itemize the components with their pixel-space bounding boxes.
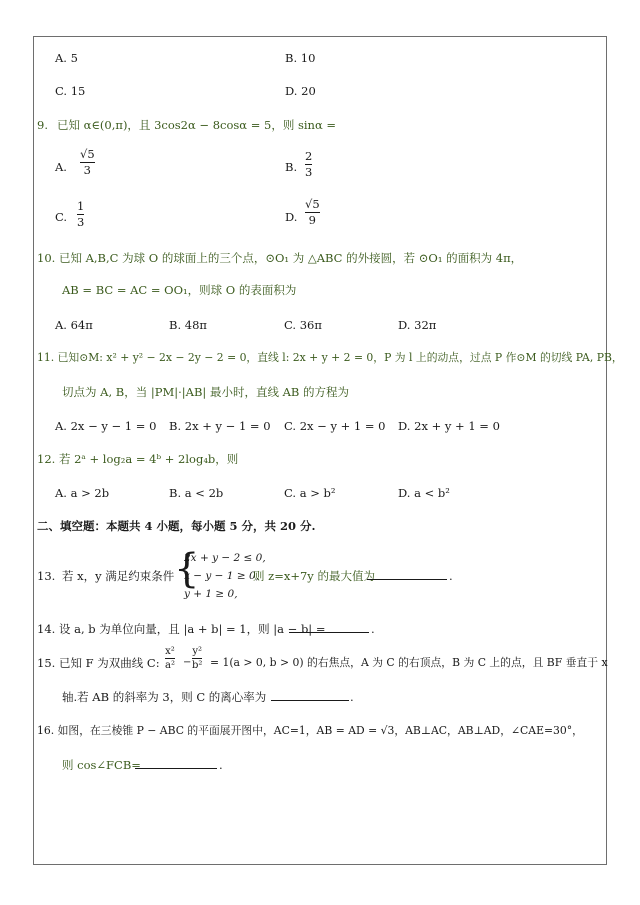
q12-line1: 12. 若 2ᵃ + log₂a = 4ᵇ + 2log₄b，则	[37, 452, 239, 466]
q9-option-b-numerator: 2	[305, 149, 313, 163]
q11-option-b: B. 2x + y − 1 = 0	[169, 419, 271, 433]
q13-constraint-1: 2x + y − 2 ≤ 0,	[184, 552, 266, 564]
q13-number: 13.	[37, 569, 56, 583]
q13-brace: {	[174, 546, 200, 592]
q8-option-c: C. 15	[55, 84, 86, 98]
q9-stem: 已知 α∈(0,π)，且 3cos2α − 8cosα = 5，则 sinα =	[57, 118, 337, 132]
q12-option-c: C. a > b²	[284, 486, 336, 500]
q9-option-c-denominator: 3	[77, 215, 85, 229]
q15-x-squared: x²	[165, 646, 175, 657]
q10-option-c: C. 36π	[284, 318, 322, 332]
q15-a-squared: a²	[165, 660, 175, 671]
q11-line2: 切点为 A, B，当 |PM|·|AB| 最小时，直线 AB 的方程为	[62, 385, 350, 399]
q12-option-b: B. a < 2b	[169, 486, 224, 500]
q15-prefix: 15. 已知 F 为双曲线 C:	[37, 656, 160, 670]
q15-fraction-y	[192, 646, 202, 671]
q16-answer-blank	[135, 758, 217, 772]
q15-line2: 轴.若 AB 的斜率为 3，则 C 的离心率为	[62, 690, 267, 704]
q8-option-d: D. 20	[285, 84, 316, 98]
q9-option-c-label: C.	[55, 210, 68, 224]
q11-option-c: C. 2x − y + 1 = 0	[284, 419, 386, 433]
q9-option-a-numerator: √5	[80, 147, 95, 161]
q9-option-d-numerator: √5	[305, 197, 320, 211]
q9-option-d-label: D.	[285, 210, 298, 224]
page-border	[33, 36, 607, 865]
q10-line1: 10. 已知 A,B,C 为球 O 的球面上的三个点，⊙O₁ 为 △ABC 的外接圆，若 ⊙O₁ 的面积为 4π，	[37, 251, 523, 265]
q12-option-d: D. a < b²	[398, 486, 450, 500]
q16-line2: 则 cos∠FCB=	[62, 758, 141, 772]
q15-b-squared: b²	[192, 660, 203, 671]
q13-prefix: 若 x，y 满足约束条件	[62, 569, 175, 583]
q12-option-a: A. a > 2b	[55, 486, 110, 500]
q16-line1: 16. 如图，在三棱锥 P − ABC 的平面展开图中，AC=1，AB = AD = √3，AB⊥AC，AB⊥AD，∠CAE=30°，	[37, 724, 583, 737]
q9-option-a-denominator: 3	[83, 163, 91, 177]
q9-option-c-numerator: 1	[77, 199, 85, 213]
q9-number: 9.	[37, 118, 48, 132]
q11-line1: 11. 已知⊙M: x² + y² − 2x − 2y − 2 = 0，直线 l: 2x + y + 2 = 0，P 为 l 上的动点，过点 P 作⊙M 的切线 PA, PB，	[37, 351, 623, 364]
q9-option-c-fraction	[77, 200, 84, 229]
q8-option-b: B. 10	[285, 51, 316, 65]
q15-y-squared: y²	[192, 646, 203, 657]
q13-constraint-2: x − y − 1 ≥ 0,	[184, 570, 259, 582]
q10-line2: AB = BC = AC = OO₁，则球 O 的表面积为	[62, 283, 297, 297]
q10-option-d: D. 32π	[398, 318, 437, 332]
q15-answer-blank	[271, 690, 349, 704]
q14-text: 14. 设 a, b 为单位向量，且 |a + b| = 1，则 |a − b| =	[37, 622, 326, 636]
q15-fraction-x	[165, 646, 175, 671]
q16-end-period: .	[219, 758, 223, 772]
q10-option-a: A. 64π	[55, 318, 93, 332]
q13-objective: 则 z=x+7y 的最大值为	[253, 569, 375, 583]
section-2-heading: 二、填空题：本题共 4 小题，每小题 5 分，共 20 分.	[37, 519, 316, 533]
q9-option-d-fraction	[305, 198, 320, 227]
q9-option-b-label: B.	[285, 160, 298, 174]
q9-option-a-label: A.	[55, 160, 67, 174]
q10-option-b: B. 48π	[169, 318, 207, 332]
q15-end-period: .	[350, 690, 354, 704]
q9-option-d-denominator: 9	[308, 213, 316, 227]
q9-option-b-fraction	[305, 150, 312, 179]
q11-option-d: D. 2x + y + 1 = 0	[398, 419, 500, 433]
q11-option-a: A. 2x − y − 1 = 0	[55, 419, 157, 433]
q13-end-period: .	[449, 569, 453, 583]
q13-constraint-3: y + 1 ≥ 0,	[184, 588, 238, 600]
q15-minus-sign: −	[183, 657, 192, 668]
q9-option-a-fraction	[80, 148, 95, 177]
q9-option-b-denominator: 3	[305, 165, 313, 179]
q13-answer-blank	[367, 569, 447, 583]
q8-option-a: A. 5	[55, 51, 78, 65]
q14-end-period: .	[371, 622, 375, 636]
q15-condition: = 1(a > 0, b > 0) 的右焦点，A 为 C 的右顶点，B 为 C 上的点，且 BF 垂直于 x	[210, 656, 608, 669]
q14-answer-blank	[289, 622, 369, 636]
